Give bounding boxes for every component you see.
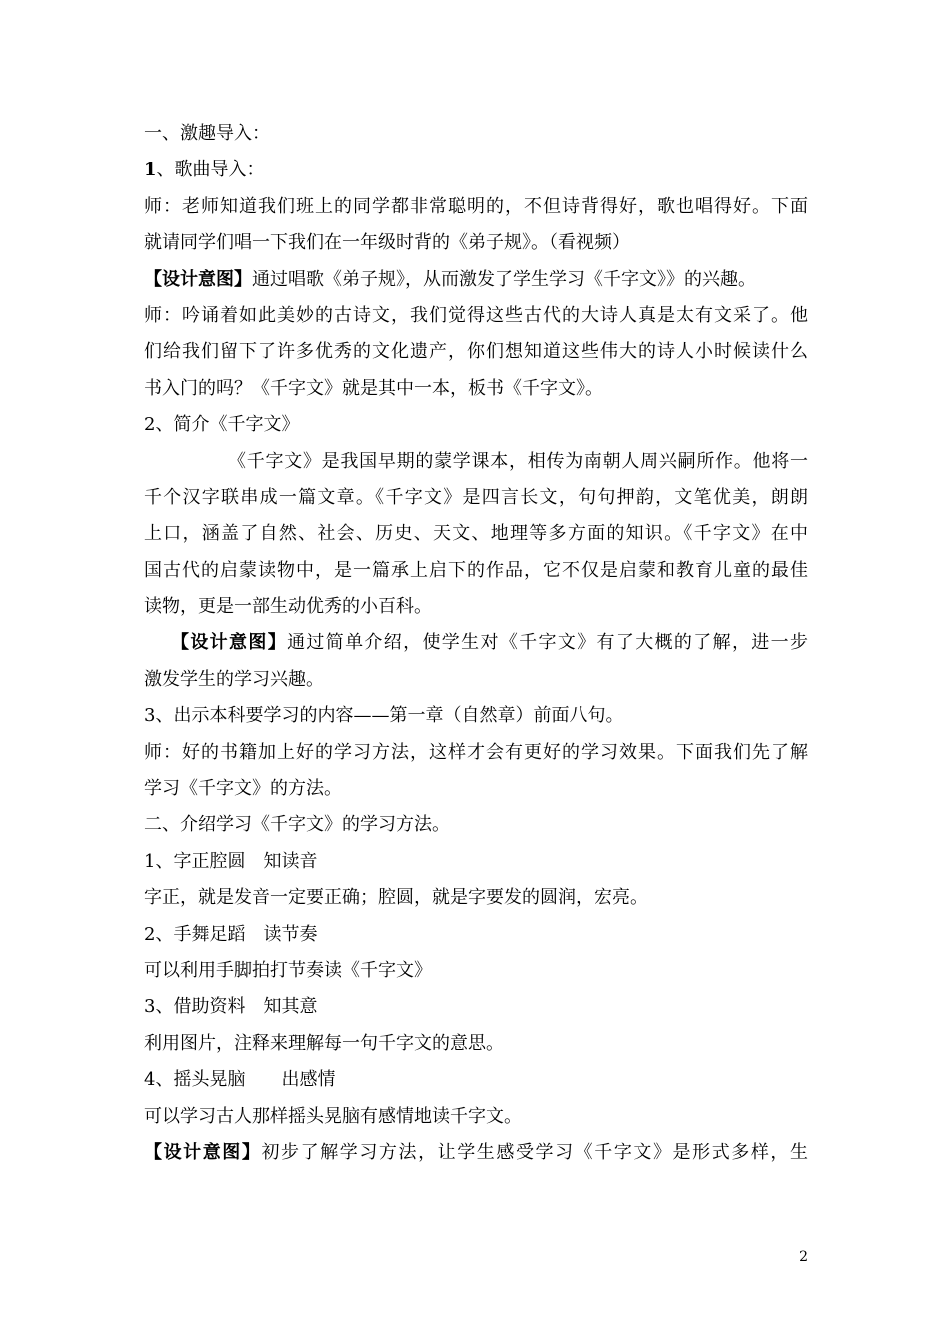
paragraph-line: 《千字文》是我国早期的蒙学课本，相传为南朝人周兴嗣所作。他将一 xyxy=(228,450,808,472)
design-intent-line: 【设计意图】初步了解学习方法，让学生感受学习《千字文》是形式多样，生 xyxy=(144,1141,808,1163)
paragraph-line: 上口，涵盖了自然、社会、历史、天文、地理等多方面的知识。《千字文》在中 xyxy=(144,523,808,545)
paragraph-line: 书入门的吗？《千字文》就是其中一本，板书《千字文》。 xyxy=(144,377,603,399)
paragraph-line: 可以利用手脚拍打节奏读《千字文》 xyxy=(144,959,432,981)
paragraph-line: 字正，就是发音一定要正确；腔圆，就是字要发的圆润，宏亮。 xyxy=(144,887,648,909)
method-heading: 1、字正腔圆 知读音 xyxy=(144,850,318,872)
method-heading: 4、摇头晃脑 出感情 xyxy=(144,1069,336,1091)
method-heading: 2、手舞足蹈 读节奏 xyxy=(144,923,318,945)
subsection-heading: 1、歌曲导入： xyxy=(144,159,265,181)
paragraph-line: 读物，更是一部生动优秀的小百科。 xyxy=(144,596,432,618)
paragraph-line: 师：好的书籍加上好的学习方法，这样才会有更好的学习效果。下面我们先了解 xyxy=(144,741,808,763)
paragraph-line: 国古代的启蒙读物中，是一篇承上启下的作品，它不仅是启蒙和教育儿童的最佳 xyxy=(144,559,808,581)
page-number: 2 xyxy=(799,1249,808,1265)
paragraph-line: 师：老师知道我们班上的同学都非常聪明的，不但诗背得好，歌也唱得好。下面 xyxy=(144,195,808,217)
section-heading: 一、激趣导入： xyxy=(144,123,270,144)
paragraph-line: 激发学生的学习兴趣。 xyxy=(144,668,324,690)
design-intent-line: 【设计意图】通过唱歌《弟子规》，从而激发了学生学习《千字文》》的兴趣。 xyxy=(144,268,756,290)
subsection-heading: 2、简介《千字文》 xyxy=(144,414,300,436)
paragraph-line: 就请同学们唱一下我们在一年级时背的《弟子规》。（看视频） xyxy=(144,232,630,254)
design-intent-line: 【设计意图】通过简单介绍，使学生对《千字文》有了大概的了解，进一步 xyxy=(171,632,808,654)
section-heading: 二、介绍学习《千字文》的学习方法。 xyxy=(144,814,450,836)
document-body xyxy=(144,116,808,1171)
paragraph-line: 学习《千字文》的方法。 xyxy=(144,778,342,800)
method-heading: 3、借助资料 知其意 xyxy=(144,996,318,1018)
paragraph-line: 师：吟诵着如此美妙的古诗文，我们觉得这些古代的大诗人真是太有文采了。他 xyxy=(144,304,808,326)
paragraph-line: 可以学习古人那样摇头晃脑有感情地读千字文。 xyxy=(144,1105,522,1127)
paragraph-line: 们给我们留下了许多优秀的文化遗产，你们想知道这些伟大的诗人小时候读什么 xyxy=(144,341,808,363)
paragraph-line: 千个汉字联串成一篇文章。《千字文》是四言长文，句句押韵，文笔优美，朗朗 xyxy=(144,486,808,508)
paragraph-line: 利用图片，注释来理解每一句千字文的意思。 xyxy=(144,1032,504,1054)
subsection-heading: 3、出示本科要学习的内容——第一章（自然章）前面八句。 xyxy=(144,705,624,727)
